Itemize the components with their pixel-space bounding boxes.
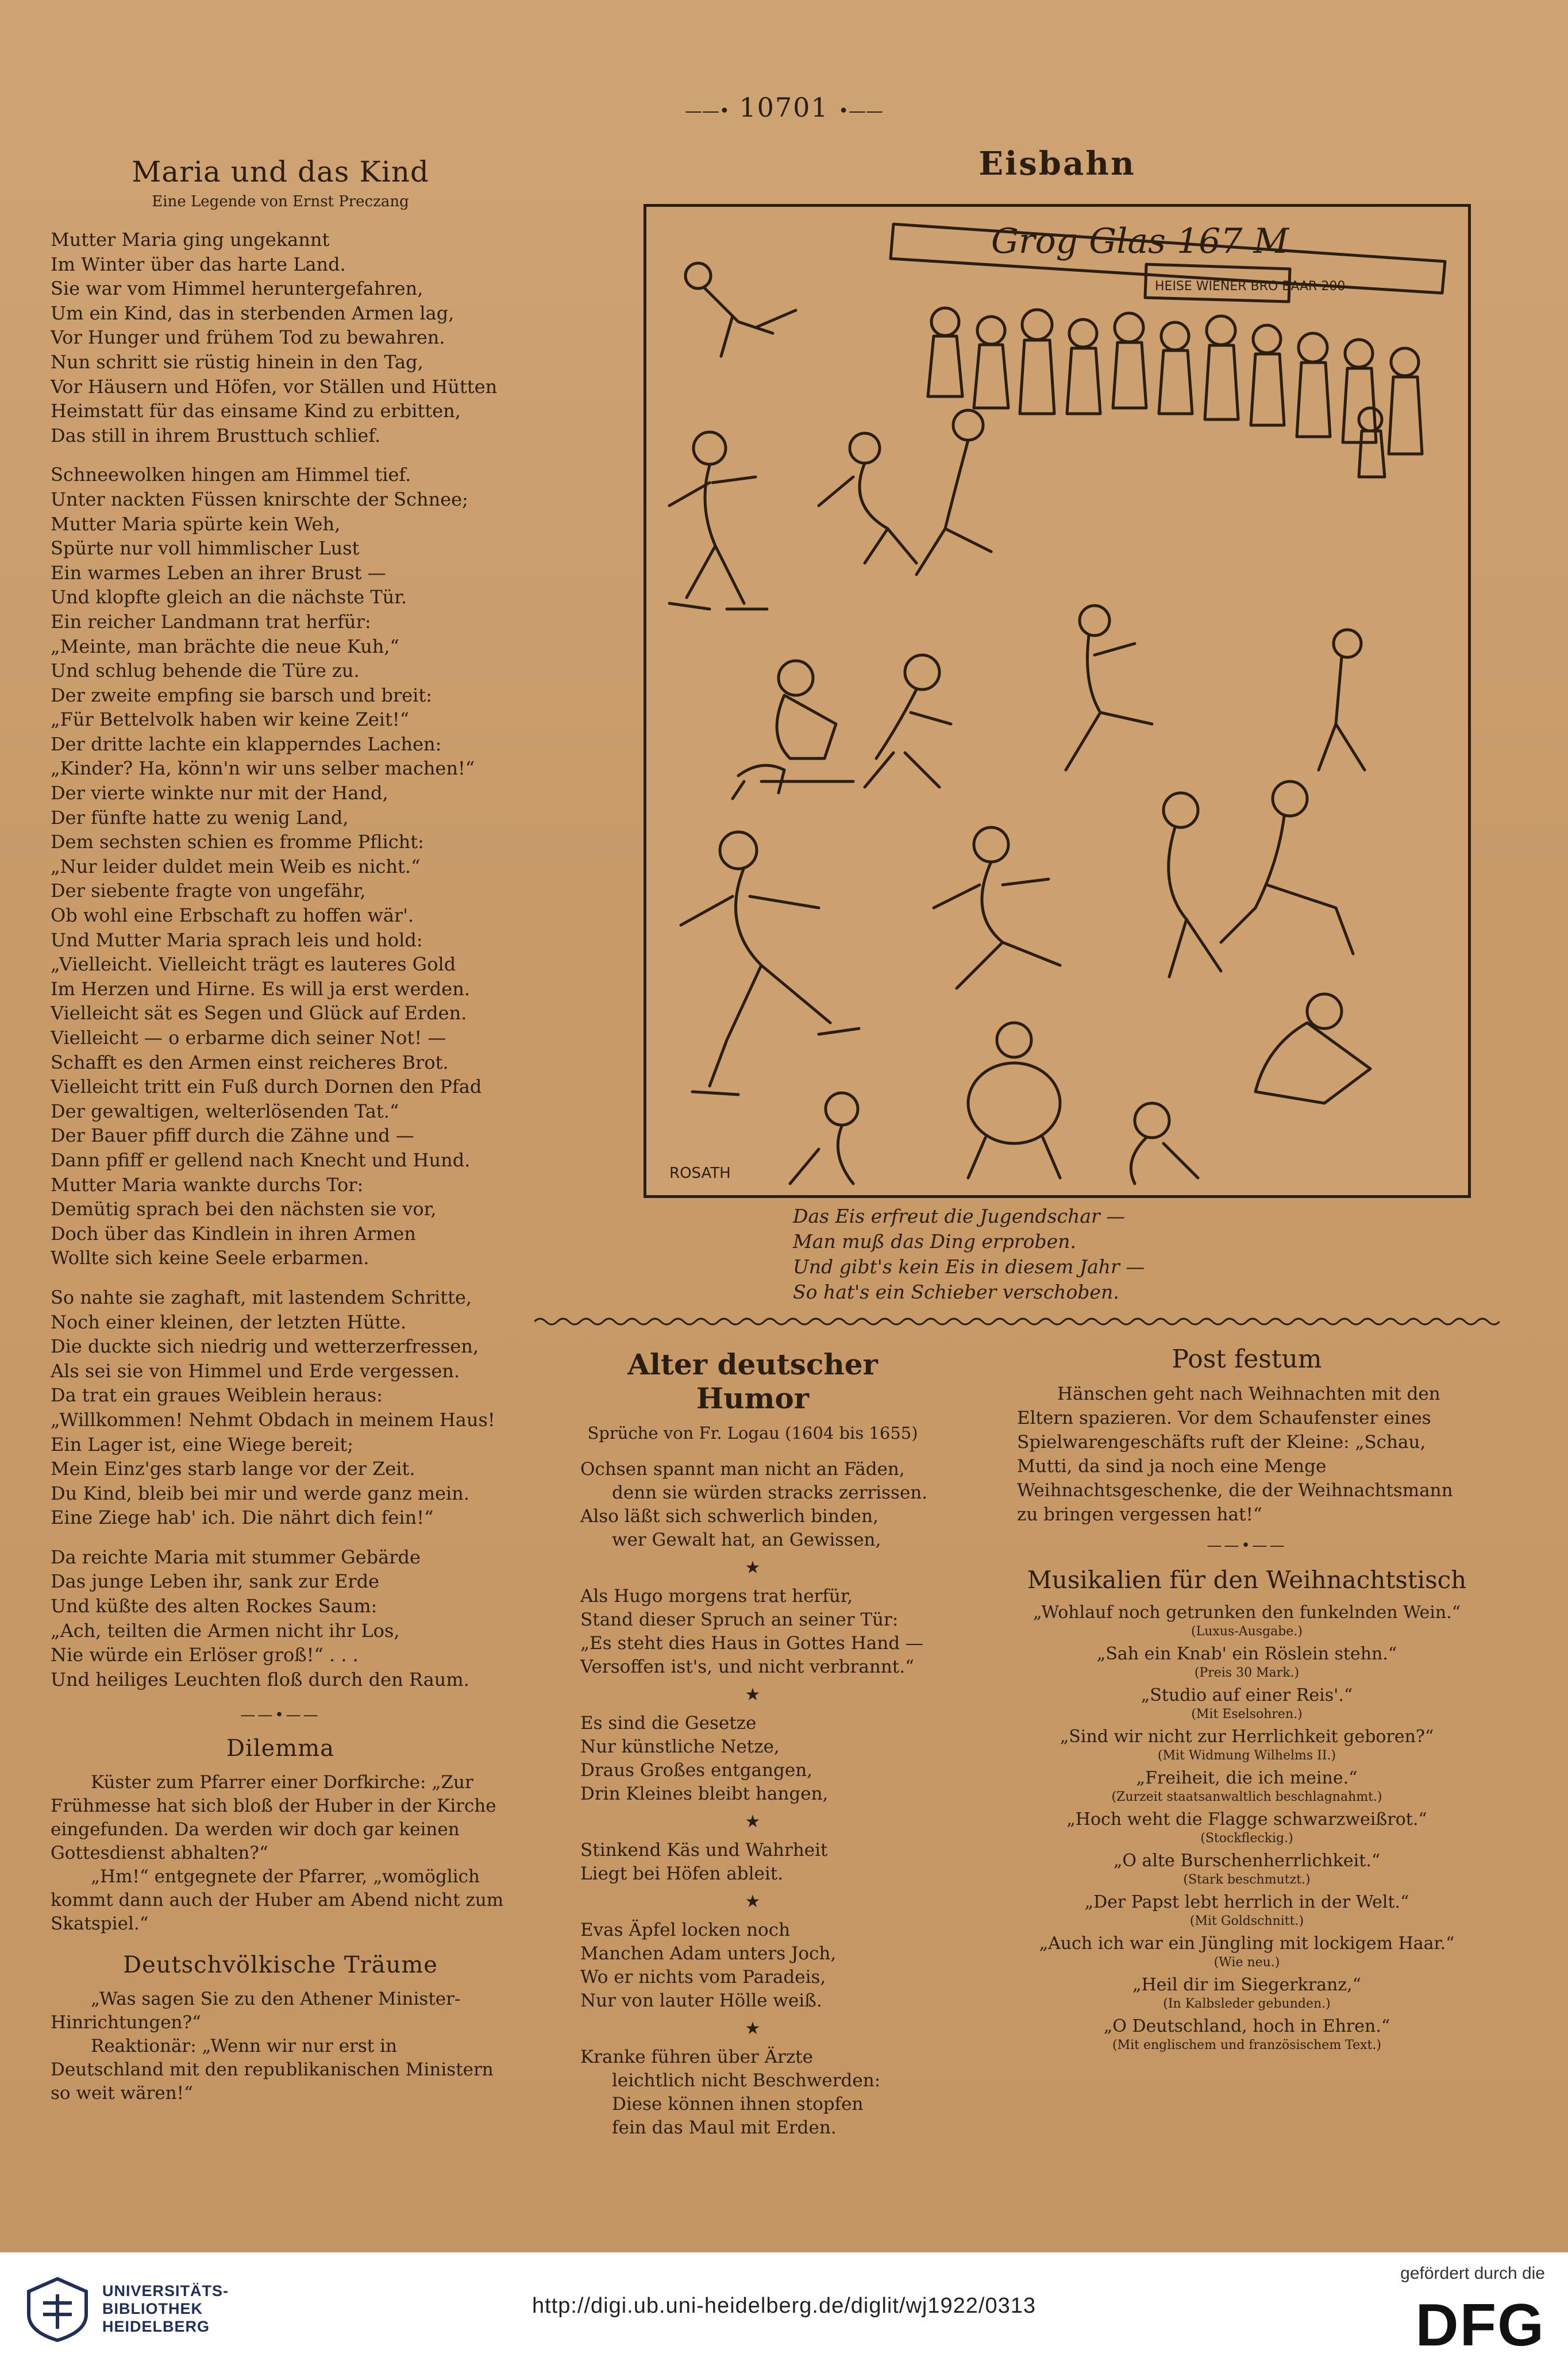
poem-subtitle: Eine Legende von Ernst Preczang xyxy=(152,193,409,210)
song-title: „O alte Burschenherrlichkeit.“ xyxy=(1113,1851,1381,1871)
poem-line: Der zweite empfing sie barsch und breit: xyxy=(51,684,433,706)
song-note: (Stark beschmutzt.) xyxy=(1183,1873,1311,1887)
poem-line: Als sei sie von Himmel und Erde vergessen. xyxy=(51,1359,460,1382)
humor-verse xyxy=(580,1839,937,1886)
separator: ——•—— xyxy=(1207,1537,1287,1554)
poem-line: Wollte sich keine Seele erbarmen. xyxy=(51,1247,369,1269)
humor-verse xyxy=(580,2046,937,2140)
wavy-separator xyxy=(534,1313,1500,1330)
star-divider: ★ xyxy=(745,1685,761,1705)
song-title: „Sind wir nicht zur Herrlichkeit geboren?“ xyxy=(1060,1727,1434,1747)
poem-line: Sie war vom Himmel heruntergefahren, xyxy=(51,278,423,300)
poem-line: Und küßte des alten Rockes Saum: xyxy=(51,1595,377,1617)
humor-subtitle: Sprüche von Fr. Logau (1604 bis 1655) xyxy=(587,1423,918,1443)
poem-line: Schafft es den Armen einst reicheres Brot. xyxy=(51,1051,449,1073)
poem-line: „Ach, teilten die Armen nicht ihr Los, xyxy=(51,1619,400,1642)
humor-line: Stand dieser Spruch an seiner Tür: xyxy=(580,1609,899,1630)
poem-line: Nie würde ein Erlöser groß!“ . . . xyxy=(51,1644,359,1666)
poem-line: Ein Lager ist, eine Wiege bereit; xyxy=(51,1433,353,1455)
poem-line: Mutter Maria ging ungekannt xyxy=(51,229,330,251)
separator: ——•—— xyxy=(240,1707,321,1724)
musikalien-item xyxy=(1017,1974,1477,2012)
star-divider: ★ xyxy=(745,1892,761,1912)
poem-line: Vielleicht sät es Segen und Glück auf Erden. xyxy=(51,1002,467,1024)
humor-line: Drin Kleines bleibt hangen, xyxy=(580,1784,829,1804)
poem-line: „Meinte, man brächte die neue Kuh,“ xyxy=(51,635,399,657)
song-title: „Studio auf einer Reis'.“ xyxy=(1141,1685,1353,1705)
humor-line: Ochsen spannt man nicht an Fäden, xyxy=(580,1459,905,1480)
poem-line: Unter nackten Füssen knirschte der Schnee; xyxy=(51,488,468,510)
caption-line: So hat's ein Schieber verschoben. xyxy=(793,1281,1119,1303)
song-note: (Luxus-Ausgabe.) xyxy=(1191,1624,1303,1639)
footer-bar xyxy=(0,2252,1568,2365)
song-note: (Mit englischem und französischem Text.) xyxy=(1112,2038,1381,2052)
uni-line: UNIVERSITÄTS- xyxy=(102,2282,229,2299)
poem-line: Schneewolken hingen am Himmel tief. xyxy=(51,464,411,486)
traeume-line: „Was sagen Sie zu den Athener Minister-Hinrichtungen?“ xyxy=(51,1989,461,2033)
poem-line: Vor Häusern und Höfen, vor Ställen und Hütten xyxy=(51,375,498,398)
post-festum-paragraph: Hänschen geht nach Weihnachten mit den Eltern spazieren. Vor dem Schaufenster eines Spielwarengeschäfts ruft der Kleine: „Schau, Mutti, da sind ja noch eine Menge Weihnachtsgeschenke, die der Weihnachtsmann zu bringen vergessen hat!“ xyxy=(1017,1384,1453,1525)
poem-stanza xyxy=(51,1545,510,1692)
dilemma-line: Küster zum Pfarrer einer Dorfkirche: „Zur Frühmesse hat sich bloß der Huber in der Kirche eingefunden. Da werden wir doch gar keinen Gottesdienst abhalten?“ xyxy=(51,1772,496,1864)
musikalien-title: Musikalien für den Weihnachtstisch xyxy=(1027,1566,1467,1594)
uni-line: HEIDELBERG xyxy=(102,2318,210,2335)
humor-line: Stinkend Käs und Wahrheit xyxy=(580,1840,828,1861)
poem-line: Dann pfiff er gellend nach Knecht und Hund. xyxy=(51,1149,471,1171)
dilemma-title: Dilemma xyxy=(226,1735,335,1762)
humor-title: Alter deutscher Humor xyxy=(627,1347,878,1415)
poem-line: Im Winter über das harte Land. xyxy=(51,253,346,275)
humor-line: Nur künstliche Netze, xyxy=(580,1736,780,1757)
poem-line: Das still in ihrem Brusttuch schlief. xyxy=(51,424,381,446)
poem-title: Maria und das Kind xyxy=(132,155,429,188)
song-title: „Auch ich war ein Jüngling mit lockigem Haar.“ xyxy=(1039,1933,1455,1954)
song-note: (Zurzeit staatsanwaltlich beschlagnahmt.) xyxy=(1111,1790,1382,1804)
poem-line: Die duckte sich niedrig und wetterzerfressen, xyxy=(51,1335,479,1358)
poem-line: Du Kind, bleib bei mir und werde ganz mein. xyxy=(51,1482,470,1504)
song-note: (Mit Eselsohren.) xyxy=(1191,1707,1303,1721)
poem-line: Eine Ziege hab' ich. Die nährt dich fein!“ xyxy=(51,1507,434,1529)
humor-line: fein das Maul mit Erden. xyxy=(612,2117,837,2138)
humor-line: Evas Äpfel locken noch xyxy=(580,1920,791,1940)
poem-line: Vor Hunger und frühem Tod zu bewahren. xyxy=(51,326,445,349)
poem-stanza xyxy=(51,1285,510,1530)
source-url-link[interactable]: http://digi.ub.uni-heidelberg.de/diglit/wj1922/0313 xyxy=(531,2294,1037,2318)
poem-line: Noch einer kleinen, der letzten Hütte. xyxy=(51,1311,407,1333)
musikalien-item xyxy=(1017,1685,1477,1723)
funded-by-text: gefördert durch die xyxy=(1400,2264,1545,2283)
traeume-line: Reaktionär: „Wenn wir nur erst in Deutschland mit den republikanischen Ministern so weit wären!“ xyxy=(51,2036,494,2104)
musikalien-item xyxy=(1017,1602,1477,1640)
poem-line: Der siebente fragte von ungefähr, xyxy=(51,880,366,902)
musikalien-item xyxy=(1017,1767,1477,1805)
humor-line: Liegt bei Höfen ableit. xyxy=(580,1863,784,1884)
poem-line: Doch über das Kindlein in ihren Armen xyxy=(51,1222,416,1245)
poem-line: Spürte nur voll himmlischer Lust xyxy=(51,537,360,560)
humor-line: Nur von lauter Hölle weiß. xyxy=(580,1990,822,2011)
poem-line: Und klopfte gleich an die nächste Tür. xyxy=(51,586,407,608)
dilemma-text xyxy=(51,1771,510,1936)
traeume-text xyxy=(51,1987,510,2105)
caption-line: Und gibt's kein Eis in diesem Jahr — xyxy=(793,1255,1145,1278)
poem-line: „Für Bettelvolk haben wir keine Zeit!“ xyxy=(51,708,410,731)
humor-line: Manchen Adam unters Joch, xyxy=(580,1943,837,1964)
caption-line: Das Eis erfreut die Jugendschar — xyxy=(793,1205,1126,1227)
skating-drawing xyxy=(646,207,1468,1195)
poem-line: Das junge Leben ihr, sank zur Erde xyxy=(51,1570,380,1593)
poem-line: „Willkommen! Nehmt Obdach in meinem Haus! xyxy=(51,1408,495,1431)
poem-line: Und schlug behende die Türe zu. xyxy=(51,660,360,682)
poem-line: Nun schritt sie rüstig hinein in den Tag, xyxy=(51,350,423,373)
right-column xyxy=(1017,1345,1477,2057)
song-note: (In Kalbsleder gebunden.) xyxy=(1163,1997,1331,2011)
post-festum-text xyxy=(1017,1382,1477,1527)
left-column xyxy=(51,155,510,2105)
song-title: „Der Papst lebt herrlich in der Welt.“ xyxy=(1084,1892,1409,1912)
humor-line: Versoffen ist's, und nicht verbrannt.“ xyxy=(580,1657,914,1677)
poem-line: Mein Einz'ges starb lange vor der Zeit. xyxy=(51,1458,415,1480)
musikalien-item xyxy=(1017,1726,1477,1764)
poem-line: „Kinder? Ha, könn'n wir uns selber machen!“ xyxy=(51,757,475,780)
poem-line: Ob wohl eine Erbschaft zu hoffen wär'. xyxy=(51,904,414,927)
page-number: ——• 10701 •—— xyxy=(685,92,883,123)
poem-line: Da reichte Maria mit stummer Gebärde xyxy=(51,1546,421,1568)
poem-line: So nahte sie zaghaft, mit lastendem Schritte, xyxy=(51,1286,472,1308)
poem-line: Vielleicht — o erbarme dich seiner Not! — xyxy=(51,1027,446,1049)
poem-stanza xyxy=(51,463,510,1270)
poem-line: Und Mutter Maria sprach leis und hold: xyxy=(51,929,423,951)
musikalien-item xyxy=(1017,1643,1477,1681)
poem-line: Der fünfte hatte zu wenig Land, xyxy=(51,806,349,829)
caption-line: Man muß das Ding erproben. xyxy=(793,1230,1076,1253)
humor-line: denn sie würden stracks zerrissen. xyxy=(612,1482,928,1503)
poem-line: Ein reicher Landmann trat herfür: xyxy=(51,610,371,633)
musikalien-item xyxy=(1017,1933,1477,1971)
poem-line: Dem sechsten schien es fromme Pflicht: xyxy=(51,831,424,853)
traeume-title: Deutschvölkische Träume xyxy=(123,1952,438,1979)
song-note: (Stockfleckig.) xyxy=(1200,1831,1293,1846)
song-title: „Freiheit, die ich meine.“ xyxy=(1136,1768,1358,1788)
song-title: „O Deutschland, hoch in Ehren.“ xyxy=(1103,2016,1390,2036)
humor-column xyxy=(569,1347,937,2146)
poem-line: Mutter Maria wankte durchs Tor: xyxy=(51,1173,364,1196)
poem-line: Um ein Kind, das in sterbenden Armen lag, xyxy=(51,302,454,324)
song-note: (Preis 30 Mark.) xyxy=(1194,1666,1300,1680)
humor-line: Kranke führen über Ärzte xyxy=(580,2047,813,2067)
song-title: „Sah ein Knab' ein Röslein stehn.“ xyxy=(1096,1644,1397,1664)
song-title: „Wohlauf noch getrunken den funkelnden Wein.“ xyxy=(1033,1603,1461,1623)
humor-line: leichtlich nicht Beschwerden: xyxy=(612,2070,881,2091)
humor-blocks xyxy=(569,1458,937,2140)
musikalien-item xyxy=(1017,1850,1477,1888)
humor-line: Wo er nichts vom Paradeis, xyxy=(580,1967,826,1987)
poem-line: Heimstatt für das einsame Kind zu erbitten, xyxy=(51,400,461,422)
poem-line: Vielleicht tritt ein Fuß durch Dornen den Pfad xyxy=(51,1076,482,1098)
humor-line: Es sind die Gesetze xyxy=(580,1713,757,1734)
star-divider: ★ xyxy=(745,1812,761,1832)
poem-line: Demütig sprach bei den nächsten sie vor, xyxy=(51,1198,437,1220)
musikalien-item xyxy=(1017,1809,1477,1847)
humor-verse xyxy=(580,1458,937,1552)
humor-line: Also läßt sich schwerlich binden, xyxy=(580,1506,879,1527)
humor-line: „Es steht dies Haus in Gottes Hand — xyxy=(580,1633,923,1654)
song-title: „Heil dir im Siegerkranz,“ xyxy=(1132,1975,1362,1995)
humor-verse xyxy=(580,1712,937,1806)
dilemma-line: „Hm!“ entgegnete der Pfarrer, „womöglich kommt dann auch der Huber am Abend nicht zum Skatspiel.“ xyxy=(51,1866,504,1935)
humor-line: Draus Großes entgangen, xyxy=(580,1760,813,1781)
poem-line: „Vielleicht. Vielleicht trägt es lauteres Gold xyxy=(51,953,456,976)
song-note: (Wie neu.) xyxy=(1213,1955,1280,1970)
poem-line: Der Bauer pfiff durch die Zähne und — xyxy=(51,1124,414,1147)
poem-body xyxy=(51,228,510,1692)
poem-line: Der vierte winkte nur mit der Hand, xyxy=(51,782,388,804)
poem-line: Im Herzen und Hirne. Es will ja erst werden. xyxy=(51,977,470,1000)
poem-line: Da trat ein graues Weiblein heraus: xyxy=(51,1384,383,1407)
star-divider: ★ xyxy=(745,1558,761,1578)
poem-stanza xyxy=(51,228,510,448)
dfg-logo: DFG xyxy=(1415,2292,1545,2359)
star-divider: ★ xyxy=(745,2019,761,2039)
eisbahn-illustration xyxy=(644,204,1471,1198)
poem-line: Der gewaltigen, welterlösenden Tat.“ xyxy=(51,1100,399,1122)
song-title: „Hoch weht die Flagge schwarzweißrot.“ xyxy=(1066,1809,1427,1829)
song-note: (Mit Goldschnitt.) xyxy=(1189,1914,1304,1928)
poem-line: „Nur leider duldet mein Weib es nicht.“ xyxy=(51,855,421,877)
musikalien-item xyxy=(1017,1892,1477,1929)
post-festum-title: Post festum xyxy=(1172,1345,1322,1374)
sign-text-grog: Grog Glas 167 M xyxy=(991,221,1289,261)
illustration-title: Eisbahn xyxy=(978,145,1136,183)
uni-line: BIBLIOTHEK xyxy=(102,2300,203,2317)
sign-text-wiener: HEISE WIENER BRO BAAR 200 xyxy=(1155,279,1346,294)
humor-line: Als Hugo morgens trat herfür, xyxy=(580,1586,853,1607)
poem-line: Ein warmes Leben an ihrer Brust — xyxy=(51,561,386,584)
poem-line: Und heiliges Leuchten floß durch den Raum. xyxy=(51,1668,469,1690)
musikalien-list xyxy=(1017,1602,1477,2054)
musikalien-item xyxy=(1017,2016,1477,2054)
illustration-caption xyxy=(793,1204,1482,1305)
poem-line: Der dritte lachte ein klapperndes Lachen: xyxy=(51,733,442,755)
artist-signature: ROSATH xyxy=(669,1165,731,1182)
song-note: (Mit Widmung Wilhelms II.) xyxy=(1157,1748,1336,1763)
humor-verse xyxy=(580,1585,937,1679)
humor-line: wer Gewalt hat, an Gewissen, xyxy=(612,1530,881,1550)
humor-line: Diese können ihnen stopfen xyxy=(612,2094,864,2114)
poem-line: Mutter Maria spürte kein Weh, xyxy=(51,513,341,535)
humor-verse xyxy=(580,1919,937,2013)
